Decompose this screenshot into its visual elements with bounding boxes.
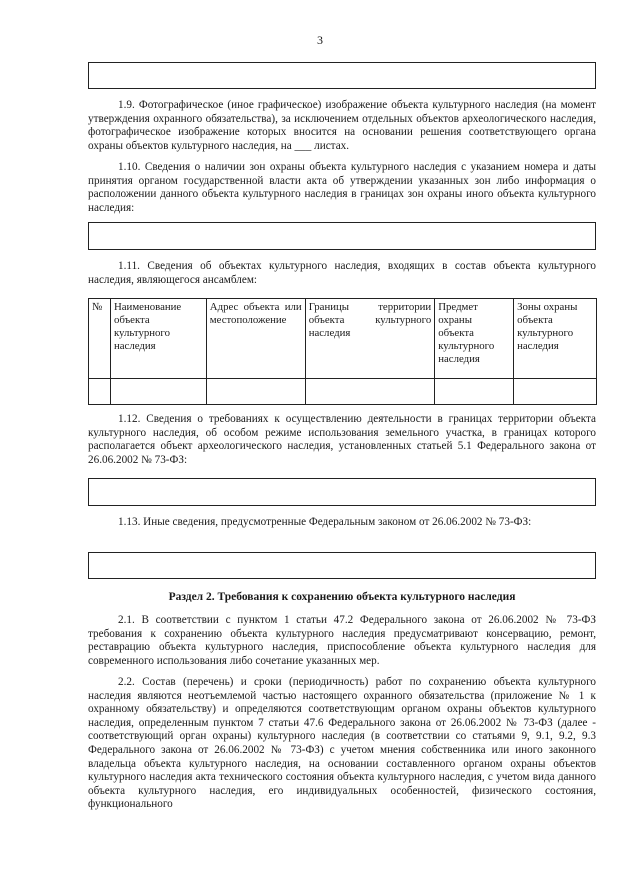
paragraph-1-10: 1.10. Сведения о наличии зон охраны объекта культурного наследия с указанием номера и даты принятия органом государственной власти акта об утверждении указанных зон либо информация о расположении данного объекта культурного наследия в границах зон охраны иного объекта культурного наследия: [88,161,596,214]
table-header-cell: № [89,299,111,379]
table-cell [514,379,597,405]
blank-field-1-8 [88,62,596,89]
table-header-cell: Предмет охраны объекта культурного наследия [435,299,514,379]
table-header-cell: Наименование объекта культурного наследия [110,299,206,379]
blank-field-1-13 [88,552,596,579]
paragraph-1-11: 1.11. Сведения об объектах культурного наследия, входящих в состав объекта культурного наследия, являющегося ансамблем: [88,260,596,286]
paragraph-1-13: 1.13. Иные сведения, предусмотренные Федеральным законом от 26.06.2002 № 73-ФЗ: [118,516,532,528]
paragraph-1-9: 1.9. Фотографическое (иное графическое) изображение объекта культурного наследия (на момент утверждения охранного обязательства), за исключением отдельных объектов археологического наследия, фотографическое изображение которых вносится на основании решения соответствующего органа охраны объектов культурного наследия, на ___ листах. [88,99,596,152]
ensemble-objects-table [88,298,597,405]
blank-field-1-10 [88,222,596,250]
table-cell [435,379,514,405]
table-cell [305,379,435,405]
table-cell [206,379,305,405]
page-number: 3 [317,33,323,47]
paragraph-2-2: 2.2. Состав (перечень) и сроки (периодичность) работ по сохранению объекта культурного наследия являются неотъемлемой частью настоящего охранного обязательства (приложение № 1 к охранному обязательству) и определяются соответствующим органом охраны объектов культурного наследия, определенным пунктом 7 статьи 47.6 Федерального закона от 26.06.2002 № 73-ФЗ (далее - соответствующий орган охраны) культурного наследия (в соответствии со статьями 9, 9.1, 9.2, 9.3 Федерального закона от 26.06.2002 № 73-ФЗ) с учетом мнения собственника или иного законного владельца объекта культурного наследия, на основании составленного органом охраны объектов культурного наследия акта технического состояния объекта культурного наследия, с учетом вида данного объекта культурного наследия, его индивидуальных особенностей, физического состояния, функционального [88,676,596,811]
blank-field-1-12 [88,478,596,506]
paragraph-1-12: 1.12. Сведения о требованиях к осуществлению деятельности в границах территории объекта культурного наследия, об особом режиме использования земельного участка, в границах которого располагается объект археологического наследия, установленных статьей 5.1 Федерального закона от 26.06.2002 № 73-ФЗ: [88,413,596,466]
table-header-cell: Зоны охраны объекта культурного наследия [514,299,597,379]
table-header-row [89,299,597,379]
table-cell [110,379,206,405]
section-2-title: Раздел 2. Требования к сохранению объекта культурного наследия [168,591,516,603]
paragraph-2-1: 2.1. В соответствии с пунктом 1 статьи 47.2 Федерального закона от 26.06.2002 № 73-ФЗ требования к сохранению объекта культурного наследия предусматривают консервацию, ремонт, реставрацию объекта культурного наследия, приспособление объекта культурного наследия для современного использования либо сочетание указанных мер. [88,614,596,667]
table-header-cell: Границы территории объекта культурного наследия [305,299,435,379]
table-cell [89,379,111,405]
table-header-cell: Адрес объекта или местоположение [206,299,305,379]
table-row [89,379,597,405]
